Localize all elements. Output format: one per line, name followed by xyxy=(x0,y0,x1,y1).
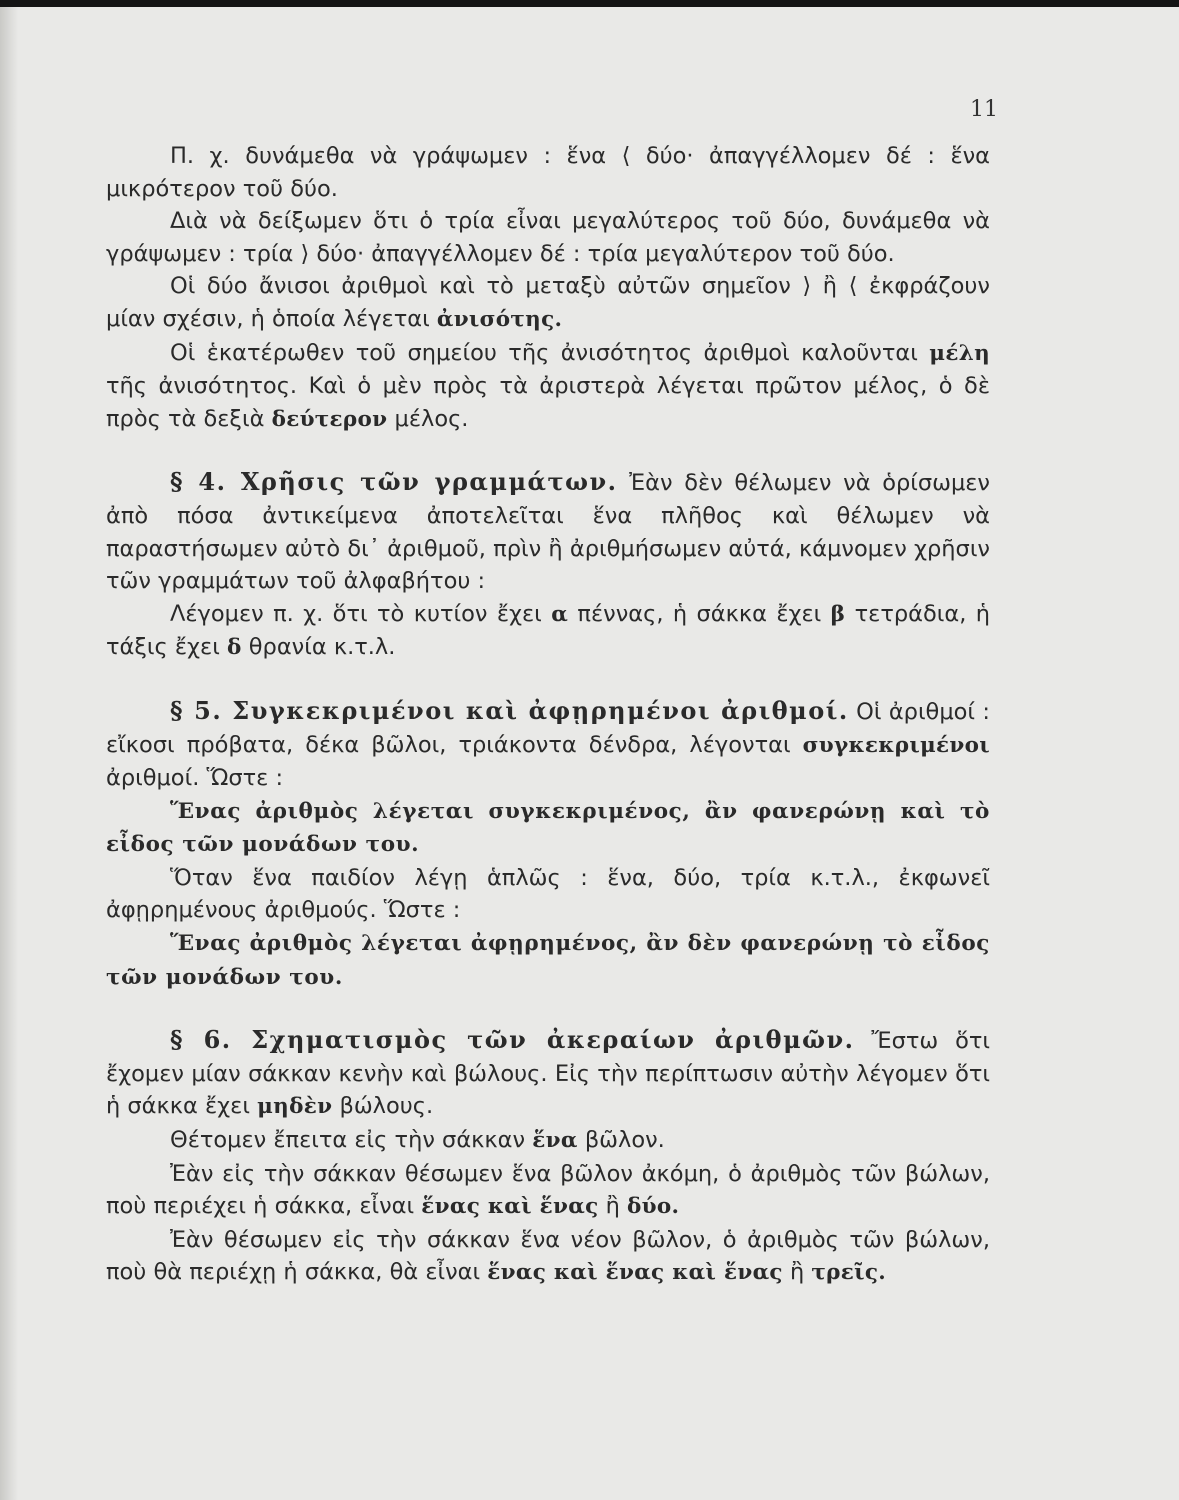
bold-term: τρεῖς. xyxy=(811,1260,887,1286)
text-run: Ἐὰν εἰς τὴν σάκκαν θέσωμεν ἕνα βῶλον ἀκόμη, ὁ ἀριθμὸς τῶν βώλων, ποὺ περιέχει ἡ σάκκα, εἶναι xyxy=(106,1160,990,1220)
rule-paragraph xyxy=(106,927,990,994)
bold-term: συγκεκριμένοι xyxy=(802,732,990,758)
text-run: βῶλον. xyxy=(577,1127,665,1154)
bold-term: ἀνισότης. xyxy=(436,306,563,332)
text-run: Ἐὰν θέσωμεν εἰς τὴν σάκκαν ἕνα νέον βῶλον, ὁ ἀριθμὸς τῶν βώλων, ποὺ θὰ περιέχῃ ἡ σάκκα, θὰ εἶναι xyxy=(106,1226,990,1286)
paragraph xyxy=(106,1124,990,1158)
bold-term: μέλη xyxy=(929,340,990,366)
text-run: πέννας, ἡ σάκκα ἔχει xyxy=(568,600,831,627)
bold-term: δεύτερον xyxy=(271,406,388,432)
bold-term: ἕνα xyxy=(532,1128,578,1154)
bold-term: β xyxy=(830,601,846,627)
section-paragraph xyxy=(106,695,990,795)
rule-paragraph xyxy=(106,795,990,862)
text-run: Ἐὰν δὲν θέλωμεν νὰ ὁρίσωμεν ἀπὸ πόσα ἀντικείμενα ἀποτελεῖται ἕνα πλῆθος καὶ θέλωμεν νὰ παραστήσωμεν αὐτὸ δι᾽ ἀριθμοῦ, πρὶν ἢ ἀριθμήσωμεν αὐτά, κάμνομεν χρῆσιν τῶν γραμμάτων τοῦ ἀλφαβήτου : xyxy=(106,470,990,595)
bold-term: ἕνας καὶ ἕνας xyxy=(421,1194,599,1220)
text-run: Π. χ. δυνάμεθα νὰ γράψωμεν : ἕνα ⟨ δύο· ἀπαγγέλλομεν δέ : ἕνα μικρότερον τοῦ δύο. xyxy=(106,143,990,202)
paragraph xyxy=(106,862,990,927)
text-run: ἀριθμοί. Ὥστε : xyxy=(106,765,284,792)
text-run: Ἔστω ὅτι ἔχομεν μίαν σάκκαν κενὴν καὶ βώλους. Εἰς τὴν περίπτωσιν αὐτὴν λέγομεν ὅτι ἡ σάκκα ἔχει xyxy=(106,1028,990,1120)
text-run: Ὅταν ἕνα παιδίον λέγῃ ἁπλῶς : ἕνα, δύο, τρία κ.τ.λ., ἐκφωνεῖ ἀφῃρημένους ἀριθμούς. Ὥστε : xyxy=(106,864,990,924)
paragraph xyxy=(106,337,990,437)
paragraph xyxy=(106,270,990,336)
paragraph xyxy=(106,1224,990,1290)
text-run: θρανία κ.τ.λ. xyxy=(241,634,396,661)
text-run: Λέγομεν π. χ. ὅτι τὸ κυτίον ἔχει xyxy=(170,600,552,627)
text-run: τῆς ἀνισότητος. Καὶ ὁ μὲν πρὸς τὰ ἀριστερὰ λέγεται πρῶτον μέλος, ὁ δὲ πρὸς τὰ δεξιὰ xyxy=(106,373,990,432)
scan-top-edge xyxy=(0,0,1179,7)
section-paragraph xyxy=(106,466,990,597)
section-heading: § 4. Χρῆσις τῶν γραμμάτων. xyxy=(170,467,618,497)
rule-text: Ἕνας ἀριθμὸς λέγεται συγκεκριμένος, ἂν φανερώνῃ καὶ τὸ εἶδος τῶν μονάδων του. xyxy=(106,798,990,858)
paragraph xyxy=(106,1158,990,1224)
bold-term: δ xyxy=(226,635,242,661)
bold-term: μηδὲν xyxy=(257,1094,333,1120)
text-run: Οἱ δύο ἄνισοι ἀριθμοὶ καὶ τὸ μεταξὺ αὐτῶν σημεῖον ⟩ ἢ ⟨ ἐκφράζουν μίαν σχέσιν, ἡ ὁποία λέγεται xyxy=(106,273,990,332)
text-run: τετράδια, ἡ τάξις ἔχει xyxy=(106,600,990,661)
text-run: ἢ xyxy=(598,1193,628,1220)
paragraph xyxy=(106,140,990,205)
section-heading: § 5. Συγκεκριμένοι καὶ ἀφῃρημένοι ἀριθμοί. xyxy=(170,695,849,725)
text-run: μέλος. xyxy=(387,405,469,432)
text-run: Θέτομεν ἔπειτα εἰς τὴν σάκκαν xyxy=(170,1127,533,1154)
paragraph xyxy=(106,598,990,665)
section-heading: § 6. Σχηματισμὸς τῶν ἀκεραίων ἀριθμῶν. xyxy=(170,1025,855,1055)
text-run: Οἱ ἀριθμοί : εἴκοσι πρόβατα, δέκα βῶλοι, τριάκοντα δένδρα, λέγονται xyxy=(106,698,990,758)
page-body xyxy=(106,140,990,1290)
bold-term: α xyxy=(551,601,569,627)
page-number: 11 xyxy=(970,97,998,122)
rule-text: Ἕνας ἀριθμὸς λέγεται ἀφῃρημένος, ἂν δὲν φανερώνῃ τὸ εἶδος τῶν μονάδων του. xyxy=(106,931,990,990)
paragraph xyxy=(106,205,990,270)
text-run: ἢ xyxy=(782,1259,812,1286)
page-gutter-shadow xyxy=(0,7,18,1500)
text-run: Οἱ ἑκατέρωθεν τοῦ σημείου τῆς ἀνισότητος ἀριθμοὶ καλοῦνται xyxy=(170,339,930,366)
section-paragraph xyxy=(106,1024,990,1124)
text-run: Διὰ νὰ δείξωμεν ὅτι ὁ τρία εἶναι μεγαλύτερος τοῦ δύο, δυνάμεθα νὰ γράψωμεν : τρία ⟩ δύο· ἀπαγγέλλομεν δέ : τρία μεγαλύτερον τοῦ δύο. xyxy=(106,208,990,267)
text-run: βώλους. xyxy=(332,1093,434,1120)
bold-term: δύο. xyxy=(627,1194,680,1220)
bold-term: ἕνας καὶ ἕνας καὶ ἕνας xyxy=(487,1260,783,1286)
